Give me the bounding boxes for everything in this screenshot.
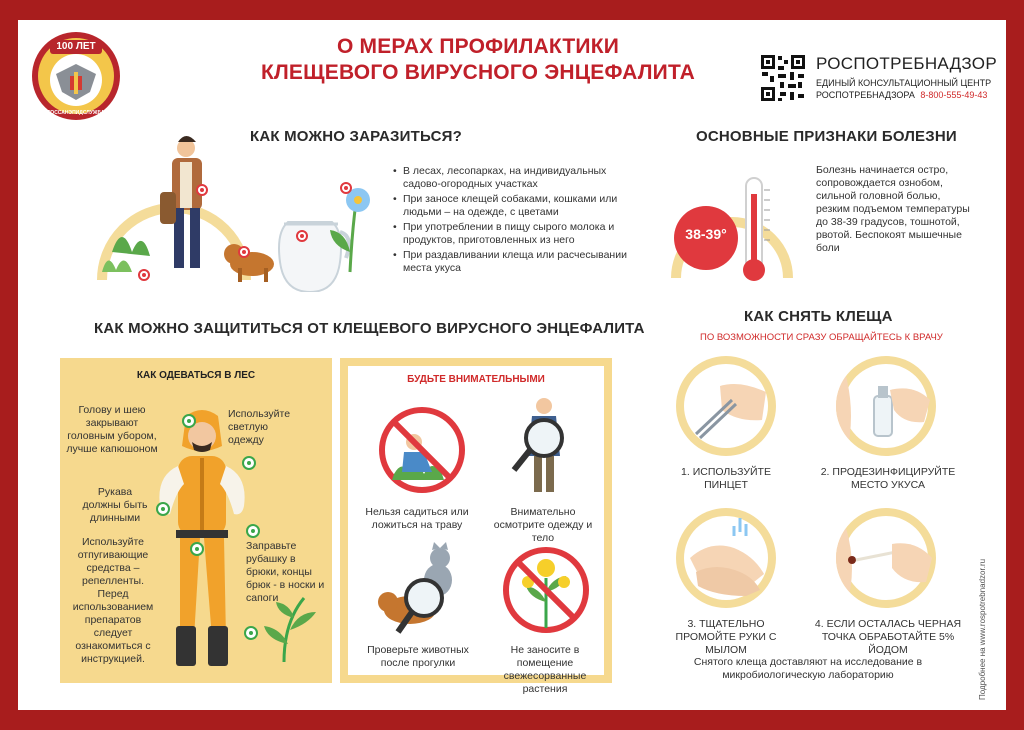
step-3-illustration (676, 508, 776, 608)
iodine-swab-icon (836, 508, 936, 608)
infection-item: • В лесах, лесопарках, на индивидуальных садово-огородных участках (393, 165, 633, 191)
marker-tuck (246, 524, 260, 538)
dress-tuck-note: Заправьте рубашку в брюки, концы брюк - в носки и сапоги (246, 540, 325, 604)
tick-marker-5 (340, 182, 352, 194)
symptoms-text: Болезнь начинается остро, сопровождается ознобом, сильной головной болью, резким подъемом температуры до 38-39 градусов, тошнотой, рвотой. Беспокоят мышечные боли (816, 164, 970, 254)
logo-sub-text: ГОССАНЭПИДСЛУЖБА (47, 110, 105, 116)
marker-boots (244, 626, 258, 640)
org-contact-line (816, 90, 987, 100)
org-center-line: ЕДИНЫЙ КОНСУЛЬТАЦИОННЫЙ ЦЕНТР (816, 78, 992, 88)
attention-pets-text: Проверьте животных после прогулки (367, 644, 469, 669)
cat-dog-check-icon (370, 540, 470, 640)
tick-marker-3 (238, 246, 250, 258)
dress-sleeves-note: Рукава должны быть длинными (82, 486, 148, 524)
infection-illustration (88, 112, 378, 292)
infection-heading: КАК МОЖНО ЗАРАЗИТЬСЯ? (250, 128, 462, 145)
remove-subheading: ПО ВОЗМОЖНОСТИ СРАЗУ ОБРАЩАЙТЕСЬ К ВРАЧУ (700, 332, 943, 343)
poster-sheet (18, 20, 1006, 710)
org-name: РОСПОТРЕБНАДЗОР (816, 54, 997, 73)
step-1-illustration (676, 356, 776, 456)
poster-title (258, 34, 698, 86)
tweezers-icon (676, 356, 776, 456)
title-line-1: О МЕРАХ ПРОФИЛАКТИКИ (336, 35, 620, 58)
attention-sit-text: Нельзя садиться или ложиться на траву (365, 506, 469, 531)
remove-step-4: 4. ЕСЛИ ОСТАЛАСЬ ЧЕРНАЯ ТОЧКА ОБРАБОТАЙТЕ 5% ЙОДОМ (814, 618, 962, 656)
org-phone: 8-800-555-49-43 (920, 90, 988, 100)
wash-hands-icon (676, 508, 776, 608)
dress-light-note: Используйте светлую одежду (228, 408, 291, 446)
attention-heading: БУДЬТЕ ВНИМАТЕЛЬНЫМИ (407, 374, 545, 385)
infection-item: • При употреблении в пищу сырого молока и продуктов, приготовленных из него (393, 221, 633, 247)
tick-marker-2 (138, 269, 150, 281)
dress-heading: КАК ОДЕВАТЬСЯ В ЛЕС (136, 370, 256, 381)
qr-code (760, 54, 806, 102)
qr-code-icon (760, 54, 806, 102)
remove-step-2: 2. ПРОДЕЗИНФИЦИРУЙТЕ МЕСТО УКУСА (820, 466, 956, 491)
infection-item: • При раздавливании клеща или расчесывании места укуса (393, 249, 633, 275)
infection-list (393, 165, 633, 277)
protect-heading: КАК МОЖНО ЗАЩИТИТЬСЯ ОТ КЛЕЩЕВОГО ВИРУСНОГО ЭНЦЕФАЛИТА (94, 320, 645, 337)
tick-marker-4 (296, 230, 308, 242)
no-sitting-on-grass-icon (374, 402, 470, 498)
marker-clothing (242, 456, 256, 470)
attention-panel-inner (348, 366, 604, 695)
dress-repellent-note: Используйте отпугивающие средства – репелленты. Перед использованием препаратов следует ознакомиться с инструкцией. (72, 536, 154, 665)
attention-inspect-text: Внимательно осмотрите одежду и тело (493, 506, 593, 544)
attention-panel (340, 358, 612, 695)
remove-heading: КАК СНЯТЬ КЛЕЩА (744, 308, 893, 325)
temperature-value: 38-39° (685, 226, 727, 242)
org-sub-name: РОСПОТРЕБНАДЗОРА (816, 90, 915, 100)
title-line-2: КЛЕЩЕВОГО ВИРУСНОГО ЭНЦЕФАЛИТА (260, 61, 696, 84)
side-website-text: Подробнее на www.rospotrebnadzor.ru (978, 558, 987, 700)
infection-item: • При заносе клещей собаками, кошками или людьми – на одежде, с цветами (393, 193, 633, 219)
marker-head (182, 414, 196, 428)
step-2-illustration (836, 356, 936, 456)
dress-panel (60, 358, 332, 683)
remove-step-1: 1. ИСПОЛЬЗУЙТЕ ПИНЦЕТ (681, 466, 771, 491)
no-picked-flowers-icon (498, 542, 594, 638)
tick-marker-1 (196, 184, 208, 196)
dress-head-note: Голову и шею закрывают головным убором, лучше капюшоном (66, 404, 158, 455)
attention-plants-text: Не заносите в помещение свежесорванные растения (503, 644, 587, 695)
symptoms-heading: ОСНОВНЫЕ ПРИЗНАКИ БОЛЕЗНИ (696, 128, 957, 145)
logo-years-text: 100 ЛЕТ (56, 41, 96, 52)
hiker-dog-milk-flower-icon (88, 112, 378, 292)
magnifier-inspect-icon (504, 392, 588, 498)
disinfect-spray-icon (836, 356, 936, 456)
thermometer-illustration (668, 168, 798, 286)
step-4-illustration (836, 508, 936, 608)
remove-note: Снятого клеща доставляют на исследование в микробиологическую лабораторию (693, 656, 923, 681)
anniversary-logo (30, 30, 122, 122)
remove-step-3: 3. ТЩАТЕЛЬНО ПРОМОЙТЕ РУКИ С МЫЛОМ (675, 618, 777, 656)
marker-repellent (190, 542, 204, 556)
marker-sleeves (156, 502, 170, 516)
